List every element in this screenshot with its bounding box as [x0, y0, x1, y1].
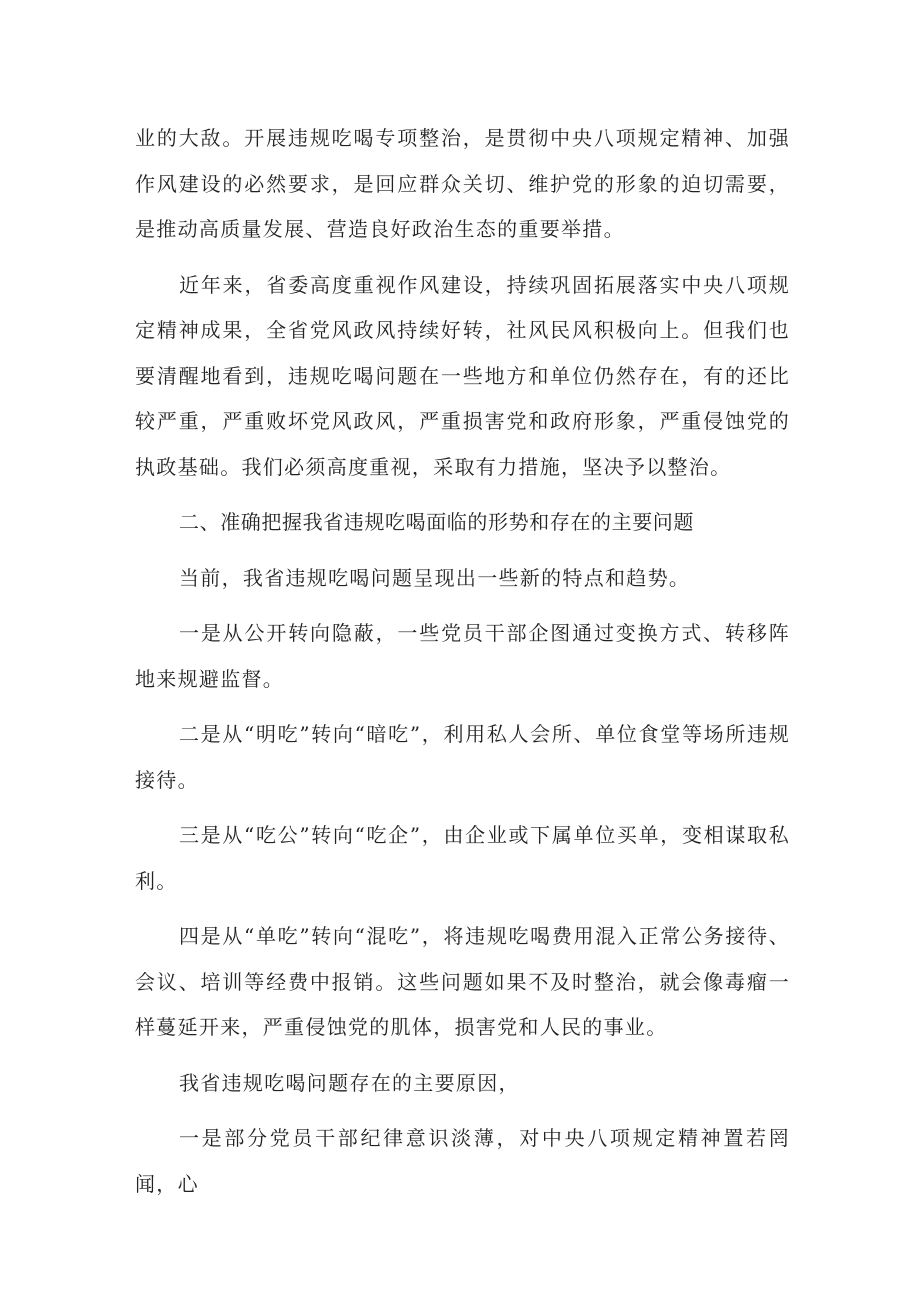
paragraph-gap	[135, 1051, 790, 1061]
paragraph-gap	[135, 601, 790, 611]
paragraph-gap	[135, 546, 790, 556]
paragraph-continuation: 业的大敌。开展违规吃喝专项整治，是贯彻中央八项规定精神、加强作风建设的必然要求，是回应群众关切、维护党的形象的迫切需要，是推动高质量发展、营造良好政治生态的重要举措。	[135, 126, 790, 241]
paragraph-main-causes: 我省违规吃喝问题存在的主要原因，	[179, 1070, 520, 1095]
document-body	[135, 116, 790, 1207]
paragraph-trend-2: 二是从“明吃”转向“暗吃”，利用私人会所、单位食堂等场所违规接待。	[135, 722, 790, 792]
paragraph-trend-4: 四是从“单吃”转向“混吃”，将违规吃喝费用混入正常公务接待、会议、培训等经费中报销。这些问题如果不及时整治，就会像毒瘤一样蔓延开来，严重侵蚀党的肌体，损害党和人民的事业。	[135, 924, 790, 1039]
paragraph-gap	[135, 253, 790, 263]
paragraph-gap	[135, 490, 790, 500]
paragraph-cause-1: 一是部分党员干部纪律意识淡薄，对中央八项规定精神置若罔闻，心	[135, 1126, 790, 1196]
paragraph-gap	[135, 803, 790, 813]
paragraph-recent-years: 近年来，省委高度重视作风建设，持续巩固拓展落实中央八项规定精神成果，全省党风政风持续好转，社风民风积极向上。但我们也要清醒地看到，违规吃喝问题在一些地方和单位仍然存在，有的还比较严重，严重败坏党风政风，严重损害党和政府形象，严重侵蚀党的执政基础。我们必须高度重视，采取有力措施，坚决予以整治。	[135, 272, 790, 479]
paragraph-gap	[135, 904, 790, 914]
paragraph-trend-3: 三是从“吃公”转向“吃企”，由企业或下属单位买单，变相谋取私利。	[135, 823, 790, 893]
paragraph-trend-1: 一是从公开转向隐蔽，一些党员干部企图通过变换方式、转移阵地来规避监督。	[135, 621, 790, 691]
section-heading-2: 二、准确把握我省违规吃喝面临的形势和存在的主要问题	[179, 510, 694, 534]
paragraph-gap	[135, 702, 790, 712]
paragraph-gap	[135, 1106, 790, 1116]
paragraph-current-trends: 当前，我省违规吃喝问题呈现出一些新的特点和趋势。	[179, 565, 691, 590]
